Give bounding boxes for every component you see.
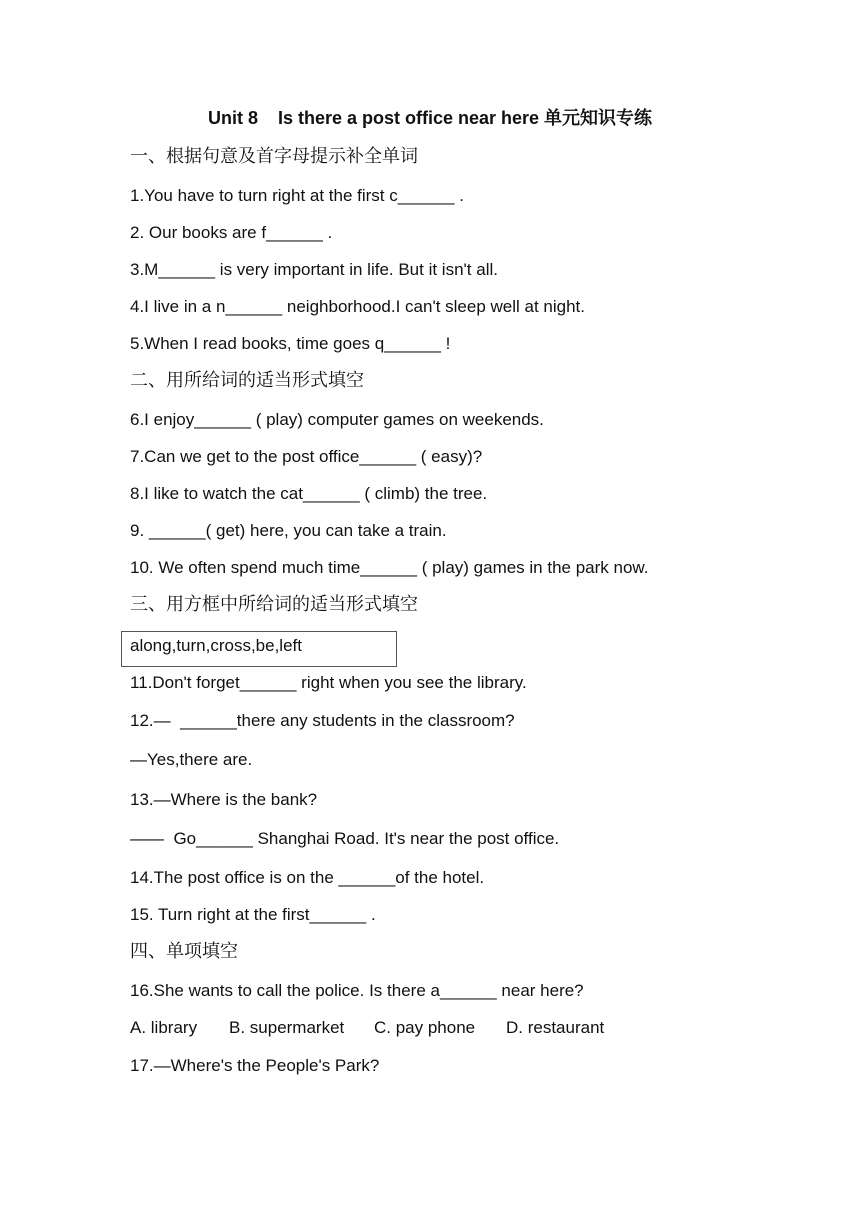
question-9: 9. ______( get) here, you can take a train. <box>130 521 447 540</box>
question-14: 14.The post office is on the ______of the hotel. <box>130 868 485 887</box>
question-2: 2. Our books are f______ . <box>130 223 333 242</box>
option-c: C. pay phone <box>374 1018 476 1037</box>
question-10: 10. We often spend much time______ ( play) games in the park now. <box>130 558 649 577</box>
question-15: 15. Turn right at the first______ . <box>130 905 376 924</box>
section-heading-4: 四、单项填空 <box>130 941 238 962</box>
question-12-answer: —Yes,there are. <box>130 750 253 769</box>
question-12: 12.— ______there any students in the classroom? <box>130 711 515 730</box>
question-7: 7.Can we get to the post office______ ( easy)? <box>130 447 483 466</box>
page-title: Unit 8 Is there a post office near here 单元知识专练 <box>207 108 653 128</box>
option-a: A. library <box>130 1018 198 1037</box>
section-heading-1: 一、根据句意及首字母提示补全单词 <box>130 146 418 167</box>
question-8: 8.I like to watch the cat______ ( climb) the tree. <box>130 484 488 503</box>
question-4: 4.I live in a n______ neighborhood.I can't sleep well at night. <box>130 297 586 316</box>
word-box-text: along,turn,cross,be,left <box>130 636 302 655</box>
option-b: B. supermarket <box>229 1018 345 1037</box>
question-13: 13.—Where is the bank? <box>130 790 318 809</box>
question-1: 1.You have to turn right at the first c______ . <box>130 186 464 205</box>
question-5: 5.When I read books, time goes q______ ! <box>130 334 451 353</box>
question-17: 17.—Where's the People's Park? <box>130 1056 380 1075</box>
section-heading-3: 三、用方框中所给词的适当形式填空 <box>130 594 418 615</box>
question-6: 6.I enjoy______ ( play) computer games on weekends. <box>130 410 544 429</box>
question-11: 11.Don't forget______ right when you see the library. <box>130 673 527 692</box>
question-13-answer: —— Go______ Shanghai Road. It's near the post office. <box>130 829 560 848</box>
word-box <box>121 631 397 667</box>
section-heading-2: 二、用所给词的适当形式填空 <box>130 370 364 391</box>
question-16: 16.She wants to call the police. Is there a______ near here? <box>130 981 584 1000</box>
option-d: D. restaurant <box>506 1018 605 1037</box>
question-3: 3.M______ is very important in life. But it isn't all. <box>130 260 498 279</box>
